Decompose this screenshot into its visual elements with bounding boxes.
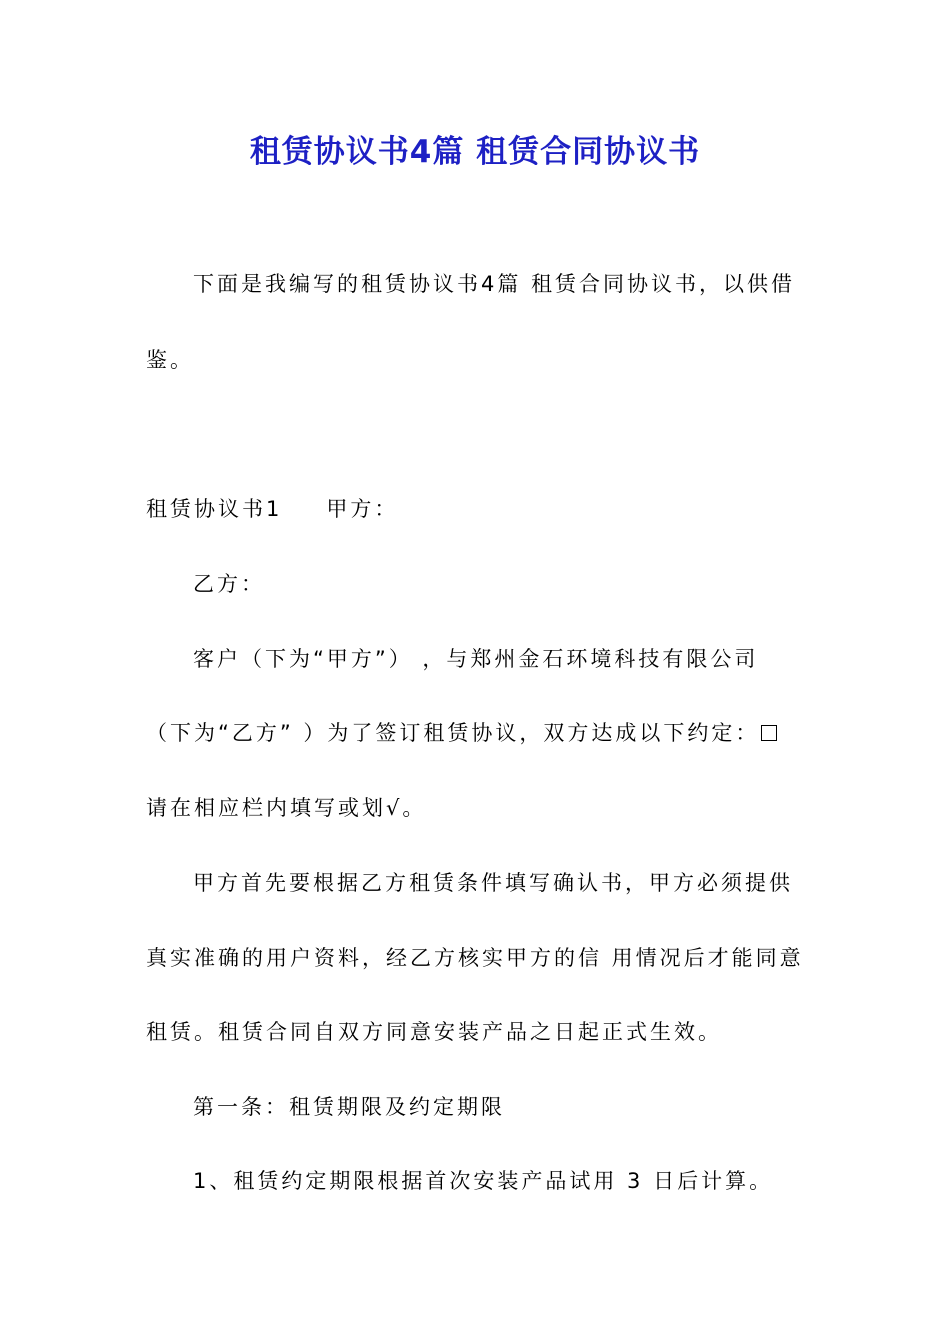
section-1-label: 租赁协议书1 bbox=[146, 497, 283, 521]
para1-line-3: 请在相应栏内填写或划√。 bbox=[146, 796, 427, 820]
party-b-label: 乙方： bbox=[193, 572, 265, 596]
para1-line-2-text: （下为“乙方” ）为了签订租赁协议，双方达成以下约定： bbox=[146, 721, 760, 745]
intro-line-1: 下面是我编写的租赁协议书4篇 租赁合同协议书，以供借 bbox=[193, 272, 796, 296]
document-title: 租赁协议书4篇 租赁合同协议书 bbox=[249, 134, 701, 170]
intro-line-2: 鉴。 bbox=[146, 348, 194, 372]
section-1-header bbox=[146, 495, 398, 523]
para2-line-2: 真实准确的用户资料，经乙方核实甲方的信 用情况后才能同意 bbox=[146, 946, 804, 970]
party-a-label: 甲方： bbox=[326, 497, 399, 521]
article-1-item-1: 1、租赁约定期限根据首次安装产品试用 3 日后计算。 bbox=[193, 1169, 774, 1193]
para1-line-2 bbox=[146, 719, 777, 747]
para2-line-3: 租赁。租赁合同自双方同意安装产品之日起正式生效。 bbox=[146, 1020, 722, 1044]
article-1-heading: 第一条：租赁期限及约定期限 bbox=[193, 1095, 505, 1119]
checkbox-icon bbox=[761, 725, 777, 741]
para2-line-1: 甲方首先要根据乙方租赁条件填写确认书，甲方必须提供 bbox=[193, 871, 793, 895]
para1-line-1: 客户（下为“甲方”） ，与郑州金石环境科技有限公司 bbox=[193, 647, 759, 671]
